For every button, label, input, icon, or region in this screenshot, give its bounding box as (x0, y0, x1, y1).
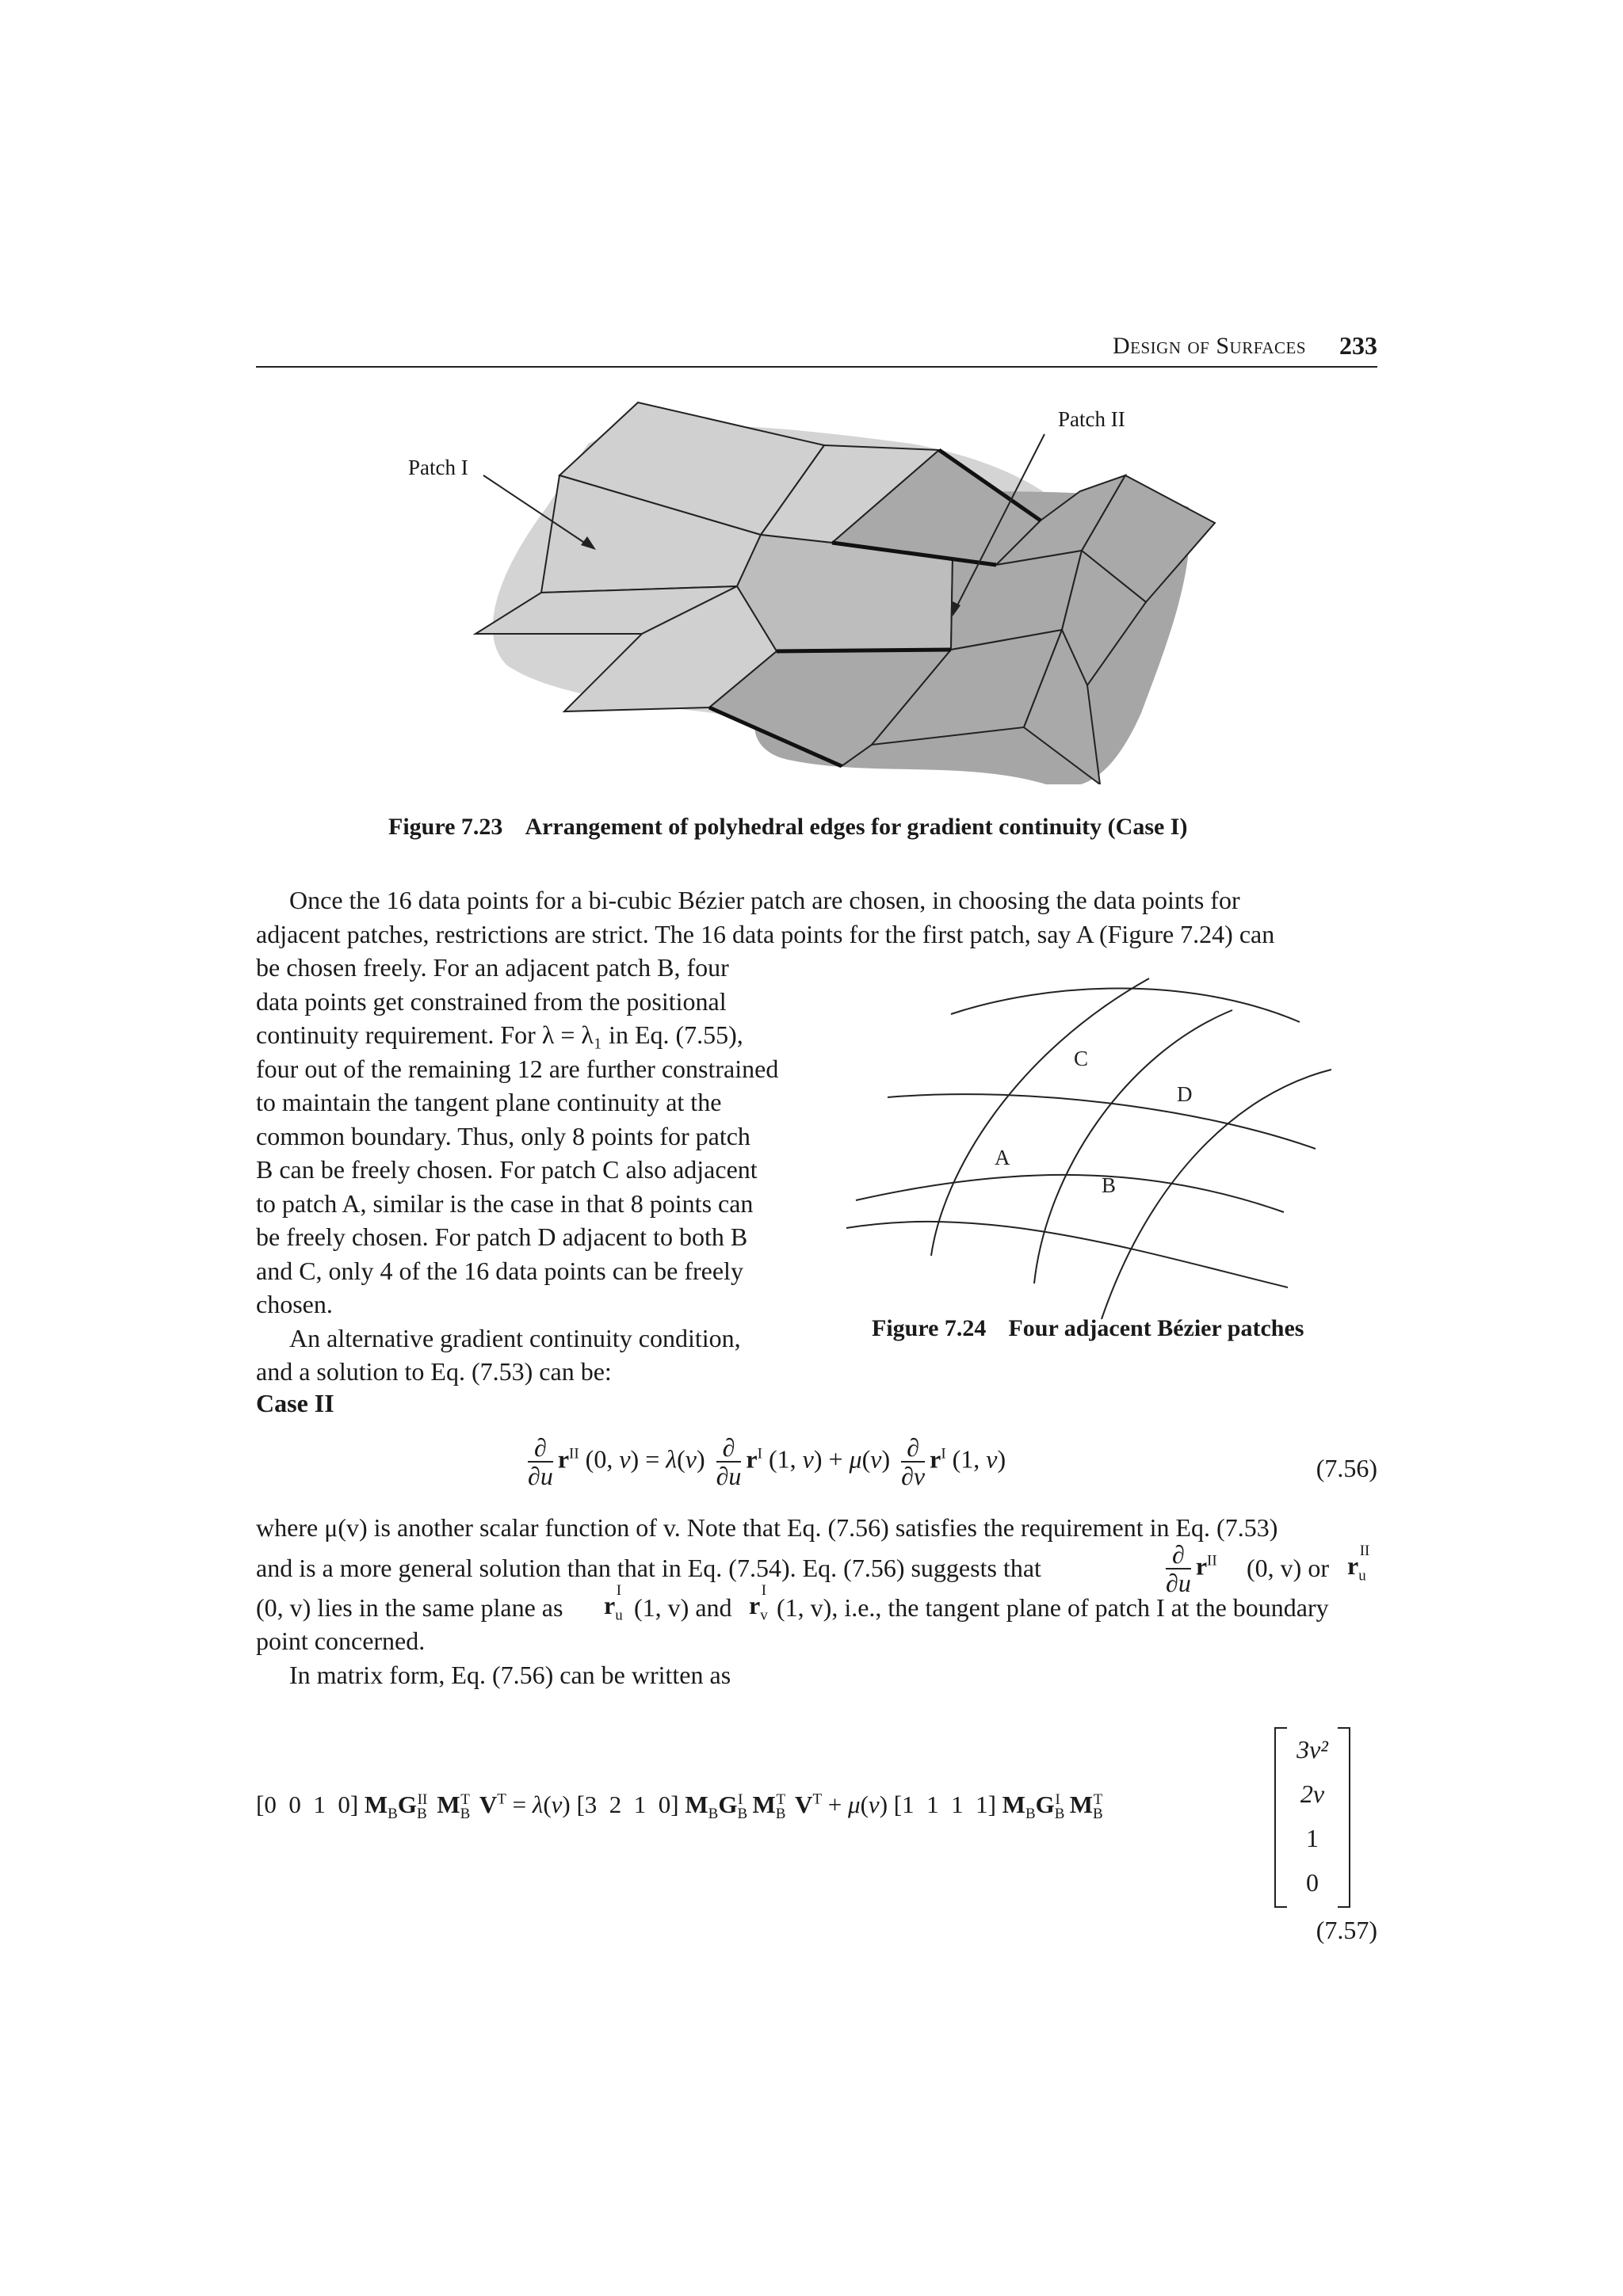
patch-label-c: C (1074, 1047, 1089, 1070)
boundary-edge (777, 650, 951, 651)
case-heading: Case II (256, 1389, 334, 1417)
grid-curve (888, 1094, 1316, 1149)
inline-derivative: $\frac{\partial}{\partial u}$ $r^{II}$ (1166, 1540, 1217, 1597)
paragraph-line: data points get constrained from the positional (256, 986, 727, 1016)
caption-text: Four adjacent Bézier patches (1008, 1315, 1304, 1341)
paragraph-line: chosen. (256, 1290, 333, 1318)
bracket-cap (1338, 1906, 1349, 1908)
paragraph-line: B can be freely chosen. For patch C also adjacent (256, 1155, 758, 1184)
paragraph-line: Once the 16 data points for a bi-cubic Bézier patch are chosen, in choosing the data points for (289, 886, 1240, 914)
paragraph-line: common boundary. Thus, only 8 points for patch (256, 1121, 750, 1150)
grid-curve (931, 978, 1149, 1256)
paragraph-line: In matrix form, Eq. (7.56) can be written as (289, 1661, 731, 1689)
equation-number: (7.56) (1316, 1454, 1377, 1482)
equation-7-57: [0 0 1 0] $M_BG_B^{II}$ $M_B^T$ $V^T = \lambda(v)$ [3 2 1 0] $M_BG_B^I$ $M_B^T$ $V^T + \mu(v)$ [1 1 1 1] $M_BG_B^I$ $M_B^T$ (256, 1791, 1103, 1823)
paragraph-line: (1, v) and (634, 1593, 732, 1622)
header-rule (256, 366, 1377, 368)
paragraph-line: to maintain the tangent plane continuity at the (256, 1088, 722, 1116)
figure-7-23-caption (388, 814, 1187, 841)
page-number: 233 (1339, 331, 1377, 360)
grid-curve (846, 1222, 1288, 1287)
paragraph-line: point concerned. (256, 1627, 426, 1655)
figure-7-23 (444, 388, 1236, 784)
paragraph-line: and C, only 4 of the 16 data points can be freely (256, 1256, 743, 1285)
paragraph-line: (1, v), i.e., the tangent plane of patch I at the boundary (777, 1593, 1329, 1622)
caption-text: Arrangement of polyhedral edges for gradient continuity (Case I) (525, 814, 1188, 840)
paragraph-line: four out of the remaining 12 are further constrained (256, 1054, 779, 1083)
vector-entry: 0 (1306, 1868, 1319, 1897)
inline-ru-I: $r_u^I$ (604, 1582, 623, 1624)
vector-entry: 1 (1306, 1824, 1319, 1852)
caption-number: Figure 7.23 (388, 814, 503, 840)
paragraph-line: where μ(v) is another scalar function of v. Note that Eq. (7.56) satisfies the requirement in Eq. (7.53) (256, 1513, 1278, 1542)
patch-label-d: D (1177, 1082, 1193, 1106)
label-patch-1: Patch I (408, 456, 468, 479)
running-title: Design of Surfaces (1113, 333, 1306, 359)
inline-rv-I: $r_v^I$ (749, 1582, 768, 1624)
narrow-column (256, 951, 801, 1389)
figure-7-24 (840, 963, 1379, 1327)
label-patch-2: Patch II (1058, 407, 1125, 431)
paragraph-line: adjacent patches, restrictions are strict. The 16 data points for the first patch, say A (Figure 7.24) can (256, 920, 1275, 948)
paragraph-line: and is a more general solution than that in Eq. (7.54). Eq. (7.56) suggests that (256, 1554, 1041, 1582)
grid-curve (856, 1175, 1284, 1212)
paragraph-line: An alternative gradient continuity condition, (289, 1323, 741, 1352)
caption-number: Figure 7.24 (872, 1315, 987, 1341)
paragraph-line: (0, v) lies in the same plane as (256, 1593, 563, 1622)
paragraph-line: (0, v) or (1247, 1554, 1329, 1582)
patch-label-b: B (1102, 1173, 1117, 1197)
vector-entry: 3v² (1296, 1735, 1328, 1764)
paragraph-line: continuity requirement. For λ = λ₁ in Eq. (7.55), (256, 1020, 743, 1049)
equation-number: (7.57) (1316, 1916, 1377, 1944)
bracket-cap (1276, 1727, 1287, 1729)
bracket-cap (1276, 1906, 1287, 1908)
paragraph-line: to patch A, similar is the case in that 8 points can (256, 1188, 754, 1218)
equation-7-56: $\frac{\partial}{\partial u}$ $r^{II}$ (0, v) = λ(v) $\frac{\partial}{\partial u}$ $r^I$ (1, v) + μ(v) $\frac{\partial}{\partial v}$ $r^I$ (1, v) (528, 1433, 1006, 1490)
bracket-cap (1338, 1727, 1349, 1729)
figure-7-24-caption (872, 1315, 1304, 1342)
paragraph-line: be chosen freely. For an adjacent patch B, four (256, 953, 729, 982)
column-vector (1274, 1727, 1350, 1908)
paragraph-line: and a solution to Eq. (7.53) can be: (256, 1357, 612, 1386)
patch-label-a: A (995, 1146, 1010, 1169)
vector-entry: 2v (1300, 1779, 1325, 1808)
paragraph-line: be freely chosen. For patch D adjacent to both B (256, 1222, 748, 1251)
inline-ru-II: $r_u^{II}$ (1347, 1543, 1370, 1585)
